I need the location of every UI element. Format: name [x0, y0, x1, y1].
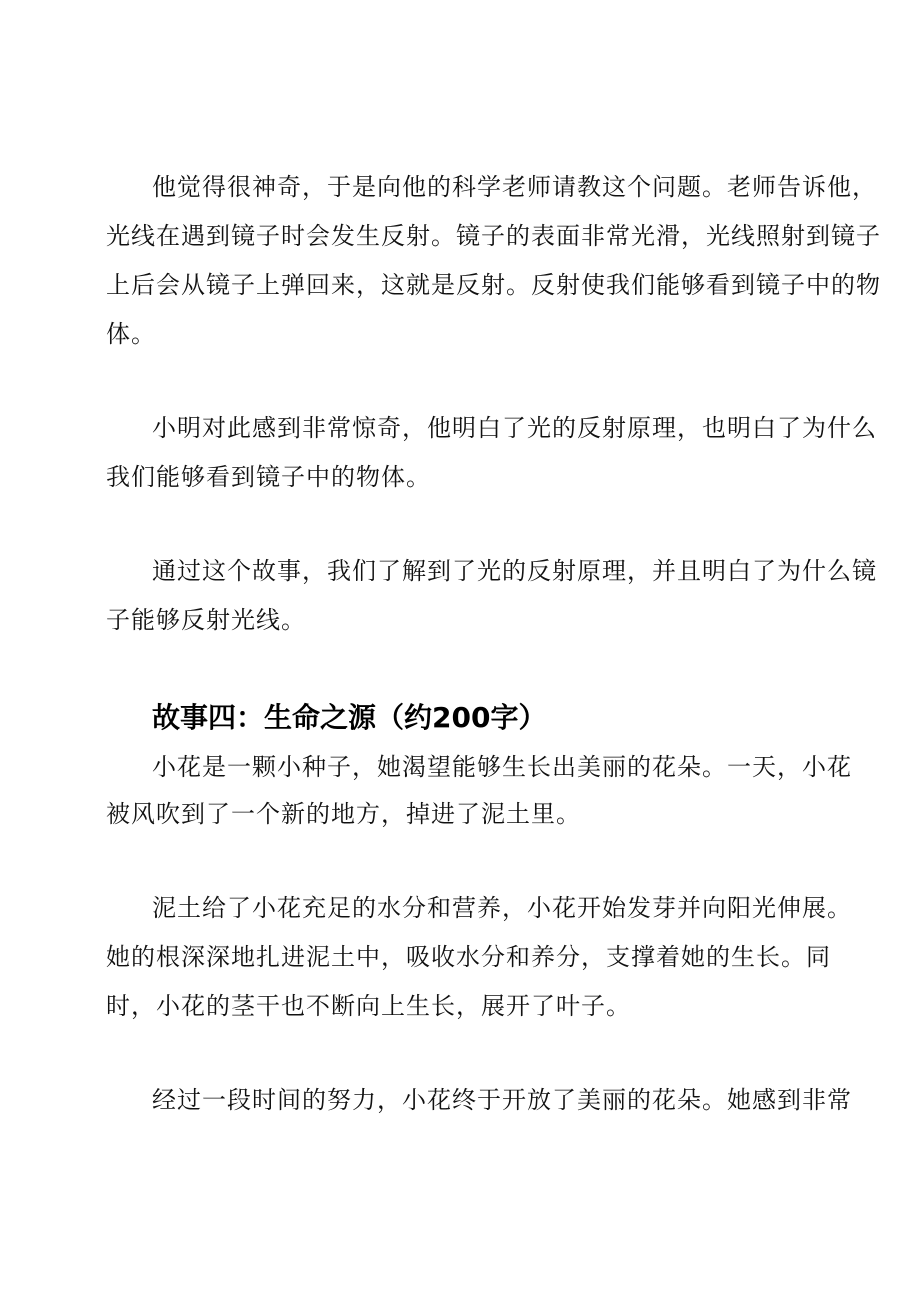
paragraph-3-line-1: 通过这个故事，我们了解到了光的反射原理，并且明白了为什么镜 — [152, 557, 877, 585]
paragraph-5-line-3: 时，小花的茎干也不断向上生长，展开了叶子。 — [106, 992, 631, 1020]
paragraph-1-line-2: 光线在遇到镜子时会发生反射。镜子的表面非常光滑，光线照射到镜子 — [106, 222, 881, 250]
paragraph-1-line-1: 他觉得很神奇，于是向他的科学老师请教这个问题。老师告诉他， — [152, 173, 877, 201]
section-heading: 故事四：生命之源（约200字） — [152, 701, 547, 734]
paragraph-2-line-1: 小明对此感到非常惊奇，他明白了光的反射原理，也明白了为什么 — [152, 414, 877, 442]
paragraph-6-line-1: 经过一段时间的努力，小花终于开放了美丽的花朵。她感到非常 — [152, 1086, 852, 1114]
paragraph-2-line-2: 我们能够看到镜子中的物体。 — [106, 463, 431, 491]
paragraph-3-line-2: 子能够反射光线。 — [106, 606, 306, 634]
paragraph-1-line-3: 上后会从镜子上弹回来，这就是反射。反射使我们能够看到镜子中的物 — [106, 271, 881, 299]
paragraph-5-line-1: 泥土给了小花充足的水分和营养，小花开始发芽并向阳光伸展。 — [152, 894, 852, 922]
paragraph-1-line-4: 体。 — [106, 320, 156, 348]
paragraph-5-line-2: 她的根深深地扎进泥土中，吸收水分和养分，支撑着她的生长。同 — [106, 943, 831, 971]
paragraph-4-line-1: 小花是一颗小种子，她渴望能够生长出美丽的花朵。一天，小花 — [152, 753, 852, 781]
paragraph-4-line-2: 被风吹到了一个新的地方，掉进了泥土里。 — [106, 800, 581, 828]
